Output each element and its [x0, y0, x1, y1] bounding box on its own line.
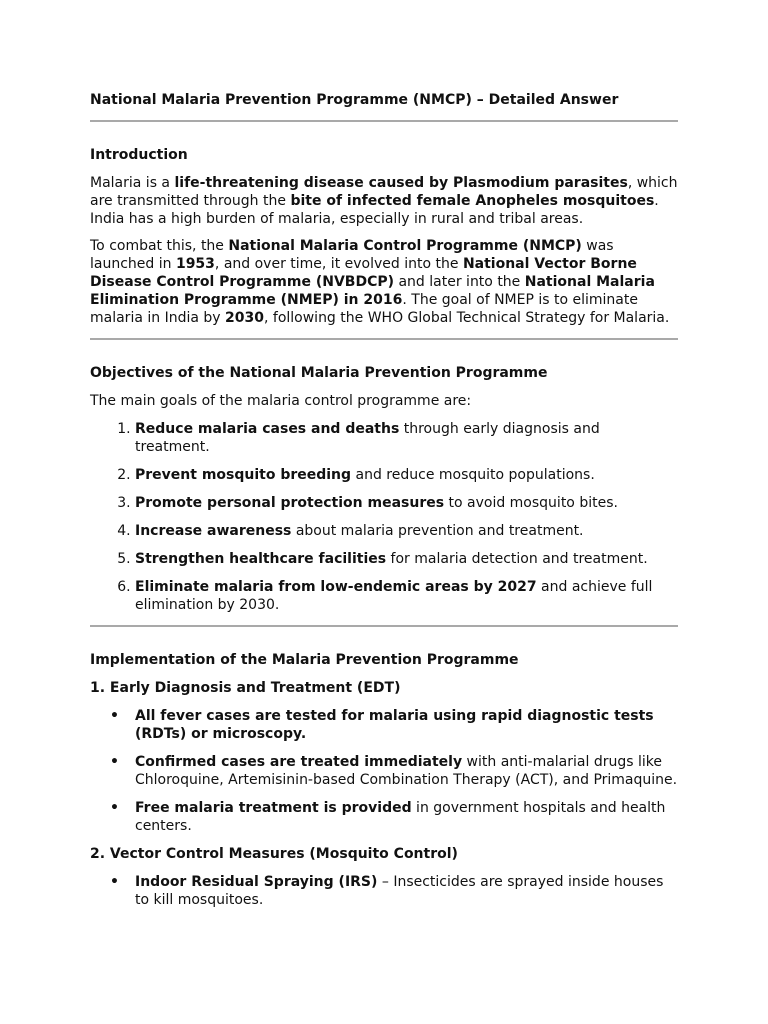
objective-text: and reduce mosquito populations. — [351, 467, 595, 483]
bullet-item — [110, 707, 678, 743]
divider — [90, 120, 678, 122]
bold-text: National Malaria Elimination Programme (NMEP) in 2016 — [90, 274, 655, 308]
text-run: , which are transmitted through the — [90, 175, 678, 209]
objective-item — [135, 420, 678, 456]
bold-text: life-threatening disease caused by Plasmodium parasites — [174, 175, 628, 191]
bold-text: 2030 — [225, 310, 264, 326]
divider — [90, 625, 678, 627]
bullet-icon: • — [110, 708, 119, 724]
section-heading-implementation: Implementation of the Malaria Prevention Programme — [90, 652, 519, 668]
text-run: was launched in — [90, 238, 614, 272]
objective-bold: Reduce malaria cases and deaths — [135, 421, 400, 437]
page-title: National Malaria Prevention Programme (NMCP) – Detailed Answer — [90, 92, 619, 108]
intro-paragraph-2 — [90, 237, 678, 327]
bullet-bold: All fever cases are tested for malaria using rapid diagnostic tests (RDTs) or microscopy. — [135, 708, 654, 742]
document-content — [90, 91, 678, 909]
intro-paragraph-1 — [90, 174, 678, 228]
bold-text: 1953 — [175, 256, 215, 272]
objective-item — [135, 494, 678, 512]
bullet-item — [110, 799, 678, 835]
objective-text: to avoid mosquito bites. — [444, 495, 618, 511]
divider — [90, 338, 678, 340]
bullet-text: with anti-malarial drugs like Chloroquine, Artemisinin-based Combination Therapy (ACT), and Primaquine. — [135, 754, 678, 788]
bullet-list — [90, 707, 678, 835]
text-run: . India has a high burden of malaria, especially in rural and tribal areas. — [90, 193, 659, 227]
objective-text: for malaria detection and treatment. — [386, 551, 648, 567]
text-run: and later into the — [394, 274, 525, 290]
bold-text: National Malaria Control Programme (NMCP) — [228, 238, 582, 254]
bullet-item — [110, 753, 678, 789]
text-run: , following the WHO Global Technical Strategy for Malaria. — [263, 310, 670, 326]
objective-text: and achieve full elimination by 2030. — [135, 579, 653, 613]
objective-text: through early diagnosis and treatment. — [135, 421, 600, 455]
bullet-bold: Indoor Residual Spraying (IRS) — [135, 874, 378, 890]
subsection-heading: 1. Early Diagnosis and Treatment (EDT) — [90, 680, 401, 696]
objective-bold: Prevent mosquito breeding — [135, 467, 352, 483]
bullet-bold: Confirmed cases are treated immediately — [135, 754, 463, 770]
bullet-bold: Free malaria treatment is provided — [135, 800, 412, 816]
objective-item — [135, 466, 678, 484]
bullet-icon: • — [110, 874, 119, 890]
section-heading-objectives: Objectives of the National Malaria Prevention Programme — [90, 365, 548, 381]
objectives-list — [90, 420, 678, 614]
objective-bold: Eliminate malaria from low-endemic areas by 2027 — [135, 579, 537, 595]
objective-item — [135, 550, 678, 568]
section-heading-introduction: Introduction — [90, 147, 188, 163]
objective-bold: Increase awareness — [135, 523, 292, 539]
objective-text: about malaria prevention and treatment. — [291, 523, 584, 539]
bold-text: National Vector Borne Disease Control Programme (NVBDCP) — [90, 256, 637, 290]
bullet-text: in government hospitals and health centers. — [135, 800, 666, 834]
objective-bold: Strengthen healthcare facilities — [135, 551, 387, 567]
bullet-icon: • — [110, 754, 119, 770]
objective-item — [135, 522, 678, 540]
subsection-heading: 2. Vector Control Measures (Mosquito Control) — [90, 846, 458, 862]
implementation-subsections — [90, 679, 678, 909]
bullet-item — [110, 873, 678, 909]
text-run: Malaria is a — [90, 175, 175, 191]
objective-item — [135, 578, 678, 614]
objectives-intro: The main goals of the malaria control programme are: — [90, 393, 472, 409]
bullet-icon: • — [110, 800, 119, 816]
objective-bold: Promote personal protection measures — [135, 495, 445, 511]
text-run: To combat this, the — [90, 238, 229, 254]
bold-text: bite of infected female Anopheles mosquitoes — [290, 193, 655, 209]
bullet-text: – Insecticides are sprayed inside houses to kill mosquitoes. — [135, 874, 664, 908]
bullet-list — [90, 873, 678, 909]
text-run: . The goal of NMEP is to eliminate malaria in India by — [90, 292, 638, 326]
text-run: , and over time, it evolved into the — [214, 256, 463, 272]
